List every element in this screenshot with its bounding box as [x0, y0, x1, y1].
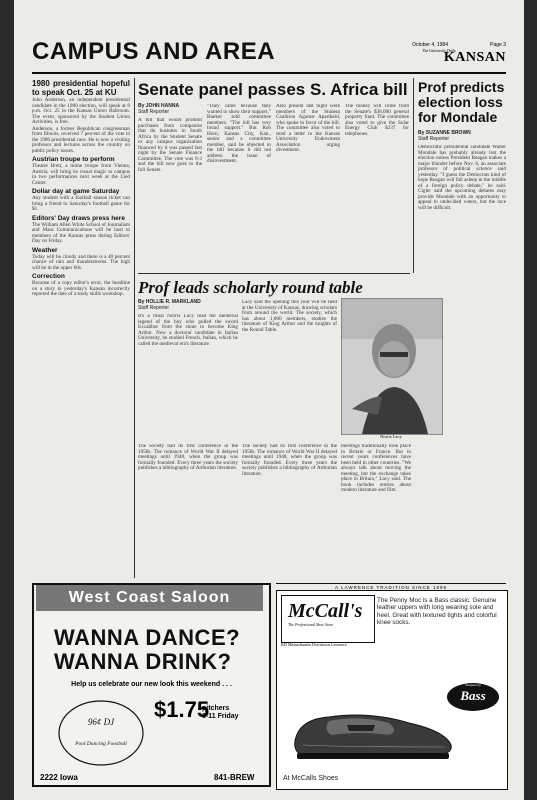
column-rule	[134, 78, 135, 578]
brief-text: Because of a copy editor's error, the headline on a story in yesterday's Kansan incorrectly reported the date of a study skills workshop.	[32, 280, 130, 297]
ad-headline-dance: WANNA DANCE?	[54, 625, 241, 650]
section-rule	[138, 273, 410, 274]
ad-pitch-line-2: 8-11 Friday	[202, 713, 239, 720]
round-table-col-3b: The society had its first conference in the 1950s. The romance of World War II delayed meetings until 1948, when the group was formally founded. Every three years the society publishes a bibliography of Arthurian literature.	[242, 444, 337, 477]
section-title: CAMPUS AND AREA	[32, 38, 276, 65]
photo-caption: Norris Lacy	[380, 434, 402, 439]
senate-headline: Senate panel passes S. Africa bill	[138, 80, 408, 99]
brief-headline: Austrian troupe to perform	[32, 156, 115, 163]
round-table-byline: By HOLLIE R. MARKLAND	[138, 299, 201, 305]
brief-headline: Dollar day at game Saturday	[32, 188, 120, 195]
brief-headline: Weather	[32, 246, 58, 254]
round-table-col-1: It's a ritual Norris Lacy read the medieval legend of the boy who pulled the sword Excalibur from the stone to become King Arthur. Now a doctoral candidate in Italian University, he studied French, Italian, which he called the medieval era's literature.	[138, 314, 238, 347]
brief-headline: Editors' Day draws press here	[32, 214, 125, 222]
round-table-col-2: Lacy said the opening this year will be held at the University of Kansas, drawing scholars from around the world. The society, which has about 1,800 members, studies the literature of King Arthur and the knights of the Round Table.	[242, 300, 337, 333]
senate-col-2: "They came because they wanted to show their support," Bueker told committee members. "The bill has very broad support." But Rob Horn, Kansas City, Kan., senior and a committee member, said he objected to the bill because it did not address the issue of disinvestment.	[207, 104, 271, 164]
mccalls-tagline: The Professional Shoe Store	[288, 622, 334, 627]
ad-phone: 841-BREW	[214, 773, 255, 782]
brief-text: John Anderson, an independent presidential candidate in the 1980 election, will speak at 8 p.m. Oct. 25 in the Kansas Union Ballroom. The event, sponsored by the Student Union Activities, is free.	[32, 97, 130, 125]
shoe-illustration	[289, 701, 457, 766]
brief-text: Theatre Brett, a mime troupe from Vienna, Austria, will bring its visual magic to campus in two performances next week at the Lied Center.	[32, 163, 130, 186]
election-body: Democratic presidential candidate Walter Mondale has probably already lost the election unless President Reagan makes a major blunder before Nov. 6, an associate professor of political science said yesterday. "I guess the Democrats kind of hope Reagan will fall asleep in the middle of a foreign policy debate," he said. Cigler said the upcoming debates may provide Mondale with an opportunity to appeal to undecided voters, but the race will be difficult.	[418, 145, 506, 211]
saloon-logo	[56, 697, 146, 769]
mccalls-address: 845 Massachusetts Downtown Lawrence	[281, 642, 347, 647]
logo-sub: Pool Dancing Foosball	[75, 741, 127, 747]
briefs-column	[32, 78, 130, 578]
brief-headline: 1980 presidential hopeful to speak Oct. 25 at KU	[32, 79, 130, 97]
mccalls-shoes-ad	[276, 590, 508, 790]
west-coast-saloon-ad	[32, 583, 271, 787]
masthead	[32, 38, 506, 74]
brief-headline: Correction	[32, 273, 65, 280]
senate-col-4: The money will come from the Senate's $38,000 general property fund. The committee also voted to give the Solar Energy Club $237 for telephones.	[345, 104, 409, 137]
nameplate-small: The University Daily	[422, 48, 456, 53]
mccalls-logo: McCall's	[288, 600, 363, 622]
issue-date: October 4, 1984	[412, 42, 448, 48]
brief-text: Any student with a football season ticket can bring a friend to Saturday's football game for $1.	[32, 195, 130, 212]
ad-pitch-line-1: pitchers	[202, 705, 230, 712]
election-headline: Prof predicts election loss for Mondale	[418, 79, 505, 125]
loafer-icon	[289, 701, 457, 766]
lawrence-tradition-banner: A LAWRENCE TRADITION SINCE 1899	[276, 583, 506, 590]
brief-text: Today will be cloudy and there is a 40 percent chance of rain and thunderstorms. The high will be in the upper 60s.	[32, 253, 130, 271]
mccalls-logo-box	[281, 595, 375, 643]
round-table-headline: Prof leads scholarly round table	[138, 278, 363, 297]
bass-sub: Sunjuns by	[465, 683, 481, 687]
column-rule	[413, 78, 414, 273]
logo-name: 96¢ DJ	[87, 717, 115, 727]
mccalls-copy: The Penny Moc is a Bass classic. Genuine leather uppers with long wearing sole and heel. Great with textured tights and colorful knee socks.	[377, 597, 497, 626]
nameplate: KANSAN	[443, 50, 506, 65]
bass-brand: Bass	[460, 688, 486, 703]
ad-pitch	[202, 705, 239, 721]
senate-col-1: A bill that would prohibit purchases from companies that do business in South Africa by the Student Senate or any campus organization financed by it was passed last night by the Senate Finance Committee. The vote was 6-3 and the bill now goes to the full Senate.	[138, 118, 202, 173]
saloon-logo-badge	[56, 697, 146, 769]
senate-byline: By JOHN HANNA	[138, 103, 180, 109]
portrait-illustration	[342, 299, 442, 434]
newspaper-page	[14, 0, 524, 800]
ad-headline-drink: WANNA DRINK?	[54, 649, 232, 674]
mccalls-footer: At McCalls Shoes	[283, 775, 339, 782]
ad-price: $1.75	[154, 697, 210, 722]
page-number: Page 3	[490, 42, 506, 48]
ad-banner: West Coast Saloon	[36, 585, 263, 611]
election-byline-role: Staff Reporter	[418, 136, 450, 142]
ad-help-line: Help us celebrate our new look this weekend . . .	[71, 681, 232, 688]
brief-text: The William Allen White School of Journalism and Mass Communications will be host to members of the Kansas press during Editors' Day on Friday.	[32, 221, 130, 244]
election-byline: By SUZANNE BROWN	[418, 130, 471, 136]
round-table-col-3: The society had its first conference in the 1950s. The romance of World War II delayed meetings until 1948, when the group was formally founded. Every three years the society publishes a bibliography of Arthurian literature.	[138, 444, 238, 471]
senate-col-3: Also present last night were members of the Student Coalition Against Apartheid, who spoke in favor of the bill. The committee also voted to send a letter to the Kansas University Endowment Association urging divestment.	[276, 104, 340, 153]
brief-text: Anderson, a former Republican congressman from Illinois, received 7 percent of the vote in the 1980 presidential race. He is now a visiting professor and lectures across the country on public policy issues.	[32, 125, 130, 154]
ad-address: 2222 Iowa	[40, 773, 78, 782]
round-table-byline-role: Staff Reporter	[138, 305, 170, 311]
senate-byline-role: Staff Reporter	[138, 109, 170, 115]
portrait-photo	[341, 298, 443, 435]
round-table-col-4: meetings traditionally took place in Britain or France. But in recent years conferences have been held in other countries. "We always talk about moving the meeting, but the exchange takes place in Britain," Lacy said. The book includes entries about modern literature and film.	[341, 444, 411, 493]
